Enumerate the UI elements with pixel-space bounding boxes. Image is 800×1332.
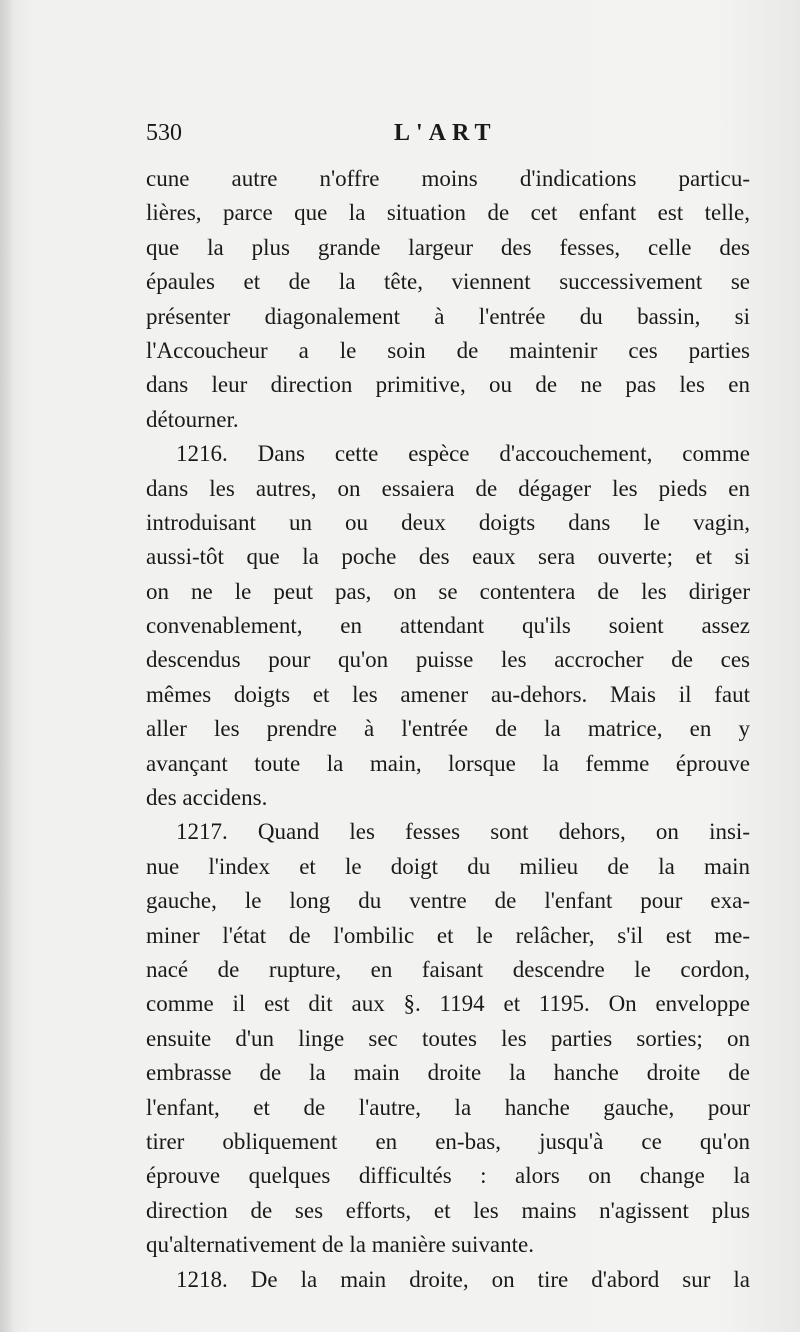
text-line: nacé de rupture, en faisant descendre le cordon,: [146, 956, 750, 982]
text-line: aller les prendre à l'entrée de la matrice, en y: [146, 716, 750, 742]
text-line: comme il est dit aux §. 1194 et 1195. On enveloppe: [146, 991, 750, 1017]
page-header: [146, 120, 746, 154]
text-line: avançant toute la main, lorsque la femme éprouve: [146, 750, 750, 776]
text-line: détourner.: [146, 406, 239, 432]
text-line: ensuite d'un linge sec toutes les parties sorties; on: [146, 1025, 750, 1051]
spine-shadow: [0, 0, 14, 1332]
text-line: dans les autres, on essaiera de dégager les pieds en: [146, 475, 750, 501]
text-line: tirer obliquement en en-bas, jusqu'à ce qu'on: [146, 1128, 750, 1154]
text-line: dans leur direction primitive, ou de ne pas les en: [146, 372, 750, 398]
paragraph-1217-start: 1217. Quand les fesses sont dehors, on insi-: [176, 819, 750, 845]
text-line: aussi-tôt que la poche des eaux sera ouverte; et si: [146, 544, 750, 570]
text-line: l'Accoucheur a le soin de maintenir ces parties: [146, 337, 750, 363]
text-line: lières, parce que la situation de cet enfant est telle,: [146, 200, 750, 226]
text-line: des accidens.: [146, 785, 268, 811]
text-line: descendus pour qu'on puisse les accrocher de ces: [146, 647, 750, 673]
text-line: épaules et de la tête, viennent successivement se: [146, 269, 750, 295]
running-head: L'ART: [394, 120, 497, 146]
text-line: cune autre n'offre moins d'indications particu-: [146, 166, 750, 191]
text-line: embrasse de la main droite la hanche droite de: [146, 1060, 750, 1086]
text-line: on ne le peut pas, on se contentera de les diriger: [146, 578, 750, 604]
text-line: convenablement, en attendant qu'ils soient assez: [146, 613, 750, 639]
paragraph-1218-start: 1218. De la main droite, on tire d'abord sur la: [176, 1266, 750, 1292]
page-number: 530: [146, 120, 182, 146]
text-line: miner l'état de l'ombilic et le relâcher, s'il est me-: [146, 922, 750, 948]
text-line: l'enfant, et de l'autre, la hanche gauche, pour: [146, 1094, 750, 1120]
text-line: direction de ses efforts, et les mains n'agissent plus: [146, 1197, 750, 1223]
body-text: [146, 162, 750, 1297]
text-line: nue l'index et le doigt du milieu de la main: [146, 853, 750, 879]
text-line: que la plus grande largeur des fesses, celle des: [146, 234, 750, 260]
text-line: mêmes doigts et les amener au-dehors. Mais il faut: [146, 681, 750, 707]
text-line: introduisant un ou deux doigts dans le vagin,: [146, 509, 750, 535]
text-line: gauche, le long du ventre de l'enfant pour exa-: [146, 888, 750, 914]
text-line: qu'alternativement de la manière suivante.: [146, 1232, 534, 1258]
text-line: présenter diagonalement à l'entrée du bassin, si: [146, 303, 750, 329]
paragraph-1216-start: 1216. Dans cette espèce d'accouchement, comme: [176, 441, 750, 467]
text-line: éprouve quelques difficultés : alors on change la: [146, 1163, 750, 1189]
